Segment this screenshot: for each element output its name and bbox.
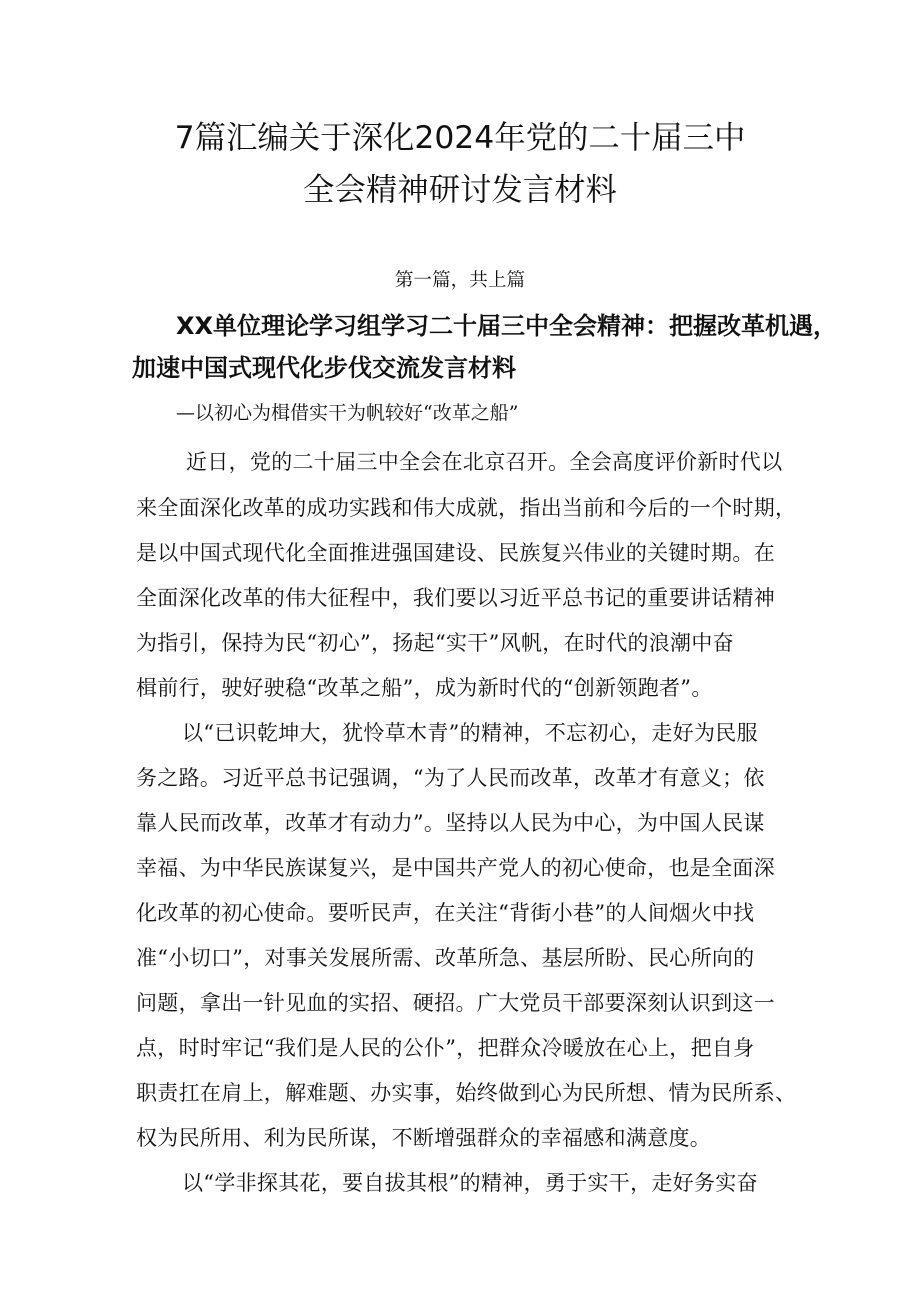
- body-line: 幸福、为中华民族谋复兴，是中国共产党人的初心使命，也是全面深: [136, 856, 775, 880]
- body-line: 是以中国式现代化全面推进强国建设、民族复兴伟业的关键时期。在: [136, 541, 775, 565]
- body-line: 近日，党的二十届三中全会在北京召开。全会高度评价新时代以: [186, 450, 783, 474]
- body-line: 为指引，保持为民“初心”，扬起“实干”风帆，在时代的浪潮中奋: [136, 631, 734, 655]
- body-line: 全面深化改革的伟大征程中，我们要以习近平总书记的重要讲话精神: [136, 586, 775, 610]
- body-line: 权为民所用、利为民所谋，不断增强群众的幸福感和满意度。: [136, 1126, 712, 1150]
- article-subtitle: —以初心为楫借实干为帆较好“改革之船”: [176, 402, 519, 424]
- body-line: 楫前行，驶好驶稳“改革之船”，成为新时代的“创新领跑者”。: [136, 676, 713, 700]
- body-line: 以“已识乾坤大，犹怜草木青”的精神，不忘初心，走好为民服: [182, 721, 758, 745]
- body-line: 准“小切口”，对事关发展所需、改革所急、基层所盼、民心所向的: [136, 946, 755, 970]
- body-line: 务之路。习近平总书记强调，“为了人民而改革，改革才有意义；依: [136, 766, 765, 790]
- body-line: 靠人民而改革，改革才有动力”。坚持以人民为中心，为中国人民谋: [136, 811, 765, 835]
- document-title-line-1: 7篇汇编关于深化2024年党的二十届三中: [174, 120, 746, 156]
- body-line: 点，时时牢记“我们是人民的公仆”，把群众冷暖放在心上，把自身: [136, 1036, 755, 1060]
- article-heading-line-2: 加速中国式现代化步伐交流发言材料: [132, 354, 516, 382]
- body-line: 化改革的初心使命。要听民声，在关注“背街小巷”的人间烟火中找: [136, 901, 755, 925]
- body-line: 职责扛在肩上，解难题、办实事，始终做到心为民所想、情为民所系、: [136, 1081, 797, 1105]
- body-line: 以“学非探其花，要自拔其根”的精神，勇于实干，走好务实奋: [182, 1171, 758, 1195]
- body-line: 来全面深化改革的成功实践和伟大成就，指出当前和今后的一个时期，: [136, 496, 797, 520]
- section-label: 第一篇，共上篇: [394, 270, 526, 291]
- body-line: 问题，拿出一针见血的实招、硬招。广大党员干部要深刻认识到这一: [136, 991, 775, 1015]
- article-heading-line-1: XX单位理论学习组学习二十届三中全会精神：把握改革机遇，: [176, 312, 838, 340]
- document-title-line-2: 全会精神研讨发言材料: [303, 172, 617, 208]
